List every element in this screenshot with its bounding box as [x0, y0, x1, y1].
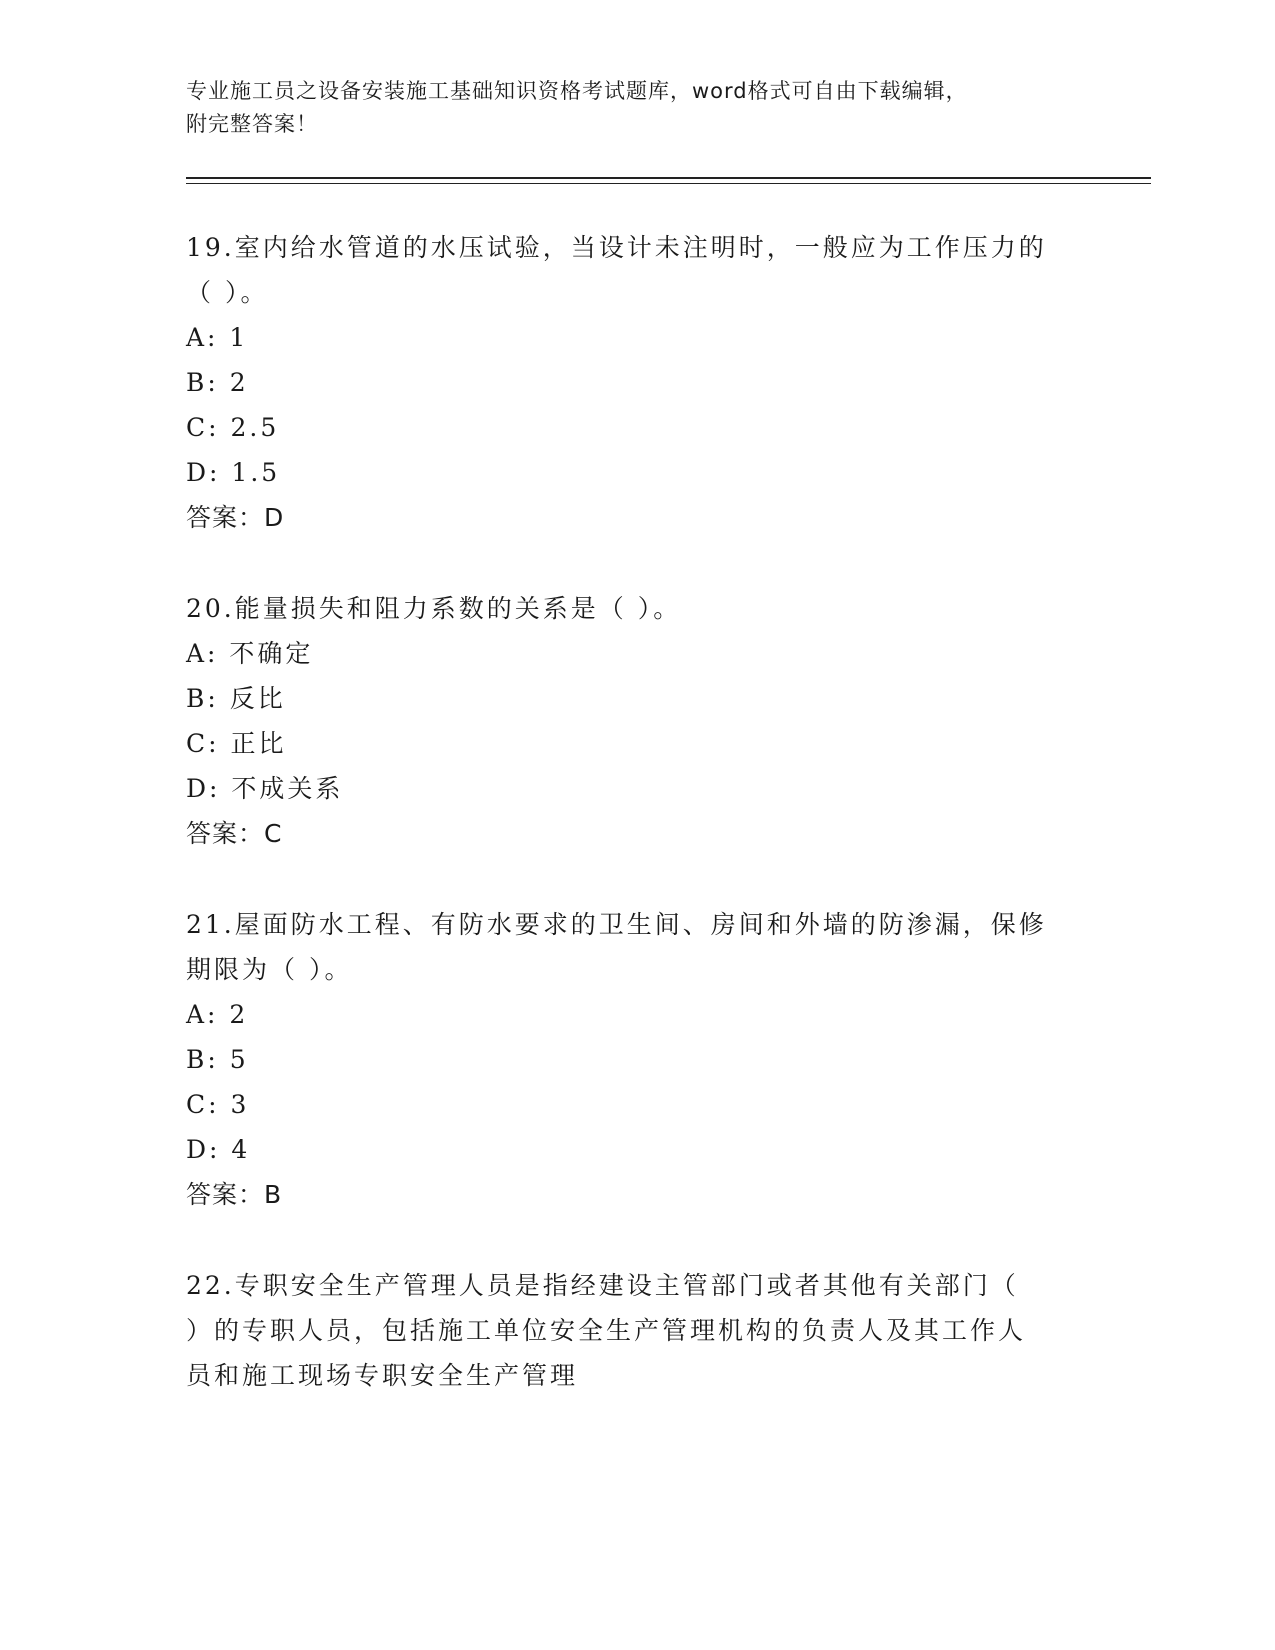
- option-b: B: 2: [186, 368, 249, 397]
- question-stem-line: 20.能量损失和阻力系数的关系是（ ）。: [186, 594, 682, 623]
- header-divider: [186, 177, 1151, 184]
- option-d: D: 4: [186, 1135, 251, 1164]
- question-stem-line: 21.屋面防水工程、有防水要求的卫生间、房间和外墙的防渗漏，保修: [186, 910, 1047, 939]
- question-stem-line: ）的专职人员，包括施工单位安全生产管理机构的负责人及其工作人: [186, 1316, 1027, 1345]
- option-a: A: 1: [186, 323, 249, 352]
- option-c: C: 3: [186, 1090, 250, 1119]
- question-22: [186, 1263, 1086, 1398]
- header-line-1: 专业施工员之设备安装施工基础知识资格考试题库，word格式可自由下载编辑，: [186, 79, 968, 103]
- document-header: [186, 75, 1086, 141]
- option-a: A: 不确定: [186, 639, 314, 668]
- answer-line: 答案：C: [186, 819, 283, 848]
- option-d: D: 1.5: [186, 458, 281, 487]
- question-stem-line: 员和施工现场专职安全生产管理: [186, 1361, 579, 1390]
- option-a: A: 2: [186, 1000, 249, 1029]
- option-c: C: 正比: [186, 729, 287, 758]
- option-b: B: 5: [186, 1045, 249, 1074]
- option-c: C: 2.5: [186, 413, 280, 442]
- answer-line: 答案：B: [186, 1180, 283, 1209]
- question-stem-line: 22.专职安全生产管理人员是指经建设主管部门或者其他有关部门（: [186, 1271, 1019, 1300]
- option-d: D: 不成关系: [186, 774, 344, 803]
- answer-line: 答案：D: [186, 503, 285, 532]
- header-line-2: 附完整答案！: [186, 112, 318, 136]
- question-21: [186, 902, 1086, 1217]
- question-19: [186, 225, 1086, 540]
- option-b: B: 反比: [186, 684, 286, 713]
- question-stem-line: 期限为（ ）。: [186, 955, 353, 984]
- question-stem-line: （ ）。: [186, 278, 269, 307]
- question-stem-line: 19.室内给水管道的水压试验，当设计未注明时，一般应为工作压力的: [186, 233, 1047, 262]
- question-20: [186, 586, 1086, 856]
